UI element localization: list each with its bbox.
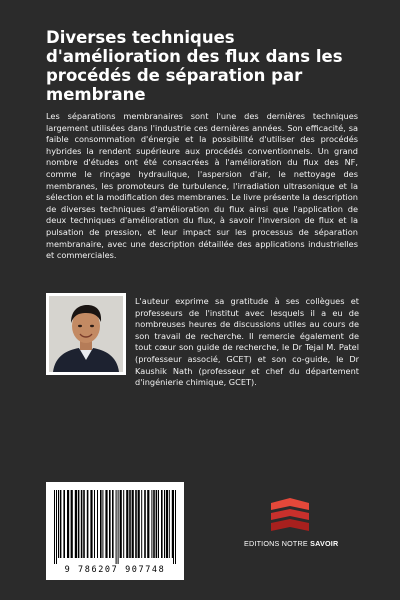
barcode-bar xyxy=(161,490,163,558)
barcode-bar xyxy=(164,490,165,558)
isbn-digits: 9 786207 907748 xyxy=(64,565,166,575)
barcode-bar xyxy=(156,490,158,558)
barcode-bar xyxy=(132,490,134,558)
barcode-bar xyxy=(97,490,98,558)
publisher-name-part1: EDITIONS NOTRE xyxy=(244,539,311,548)
barcode-bar xyxy=(112,490,114,558)
barcode-bars xyxy=(52,490,178,564)
barcode-bar xyxy=(83,490,85,558)
publisher-block xyxy=(244,497,339,557)
barcode-bar xyxy=(100,490,102,558)
barcode-guard-bar xyxy=(175,490,176,564)
barcode-bar xyxy=(123,490,124,558)
author-biography: L'auteur exprime sa gratitude à ses collègues et professeurs de l'institut avec lesquels il a eu de nombreuses heures de discussions utiles au cours de son travail de recherche. Il remercie également de tout cœur son guide de recherche, le Dr Tejal M. Patel (professeur associé, GCET) et son co-guide, le Dr Kaushik Nath (professeur et chef du département d'ingénierie chimique, GCET). xyxy=(135,296,359,388)
barcode-bar xyxy=(129,490,131,558)
barcode-bar xyxy=(158,490,159,558)
barcode-bar xyxy=(141,490,142,558)
book-summary: Les séparations membranaires sont l'une des dernières techniques largement utilisées dans l'industrie ces dernières années. Son efficacité, sa faible consommation d'énergie et la possibilité d'utiliser des procédés hybrides la rendent supérieure aux procédés conventionnels. Un grand nombre d'études ont été consacrées à l'amélioration du flux des NF, comme le rinçage hydraulique, l'aspersion d'air, le nettoyage des membranes, les promoteurs de turbulence, l'irradiation ultrasonique et la sélection et la modification des membranes. Le livre présente la description de diverses techniques d'amélioration du flux ainsi que l'application de deux techniques d'amélioration du flux, à savoir l'inversion de flux et la pulsation de pression, et leur impact sur les processus de séparation membranaire, avec une description détaillée des applications industrielles et commerciales. xyxy=(46,111,358,261)
barcode-bar xyxy=(90,490,92,558)
barcode-bar xyxy=(166,490,168,558)
barcode-bar xyxy=(135,490,137,558)
barcode-bar xyxy=(169,490,170,558)
barcode-bar xyxy=(126,490,128,558)
barcode-bar xyxy=(81,490,83,558)
author-portrait-image xyxy=(49,296,123,372)
barcode-bar xyxy=(78,490,80,558)
publisher-name-part2: SAVOIR xyxy=(310,539,339,548)
barcode-bar xyxy=(138,490,140,558)
isbn-barcode xyxy=(46,482,184,580)
author-photo xyxy=(46,293,126,375)
barcode-bar xyxy=(120,490,122,558)
barcode-bar xyxy=(75,490,77,558)
barcode-bar xyxy=(105,490,107,558)
barcode-bar xyxy=(58,490,59,558)
barcode-guard-bar xyxy=(56,490,57,564)
barcode-guard-bar xyxy=(116,490,117,564)
barcode-bar xyxy=(102,490,103,558)
publisher-name xyxy=(244,539,339,548)
barcode-bar xyxy=(87,490,89,558)
barcode-bar xyxy=(109,490,111,558)
barcode-guard-bar xyxy=(173,490,174,564)
barcode-guard-bar xyxy=(118,490,119,564)
barcode-bar xyxy=(144,490,146,558)
book-title: Diverses techniques d'amélioration des flux dans les procédés de séparation par membrane xyxy=(46,28,343,104)
barcode-bar xyxy=(60,490,62,558)
barcode-bar xyxy=(151,490,152,558)
barcode-bar xyxy=(71,490,73,558)
barcode-bar xyxy=(94,490,95,558)
barcode-bar xyxy=(67,490,69,558)
barcode-bar xyxy=(63,490,65,558)
barcode-bar xyxy=(147,490,149,558)
publisher-logo-icon xyxy=(267,497,313,535)
barcode-guard-bar xyxy=(54,490,55,564)
barcode-bar xyxy=(153,490,155,558)
